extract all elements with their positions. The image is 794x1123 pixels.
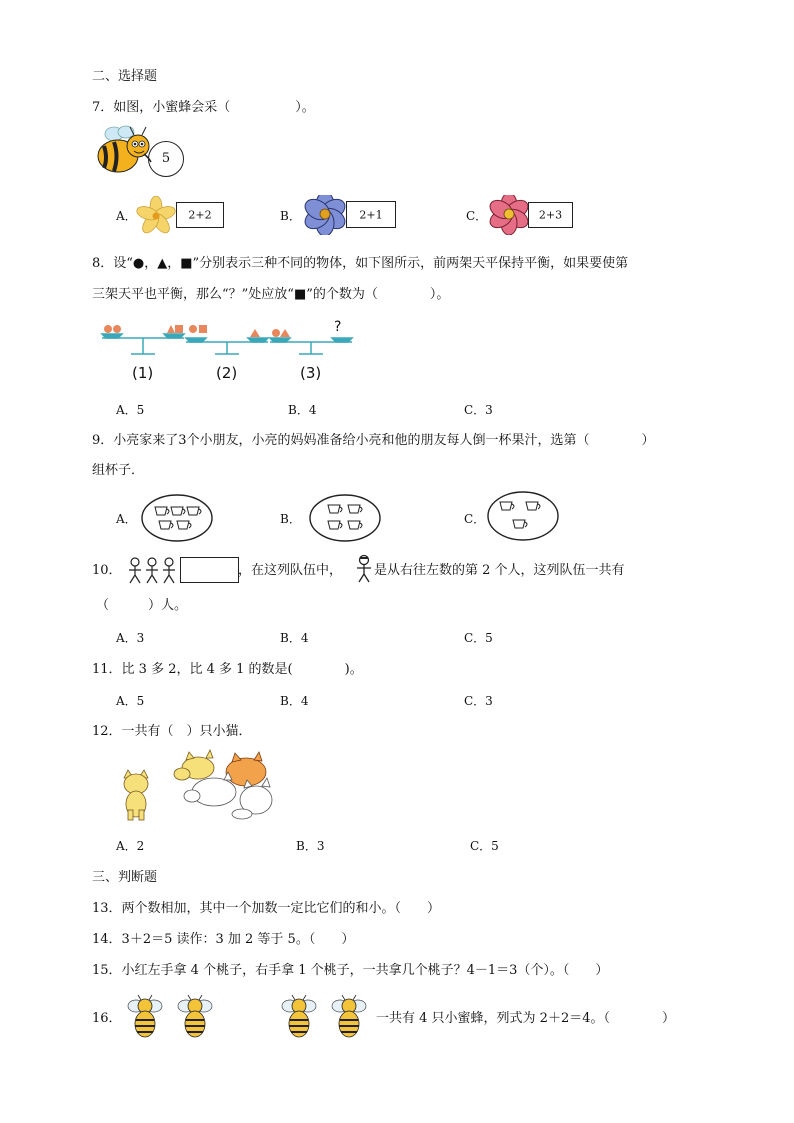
section-title-choice: 二、选择题 <box>92 69 158 84</box>
flower-c-icon <box>484 195 534 235</box>
triangle-icon <box>280 329 290 337</box>
q7-option-b-box <box>346 201 396 228</box>
circle-icon <box>104 325 112 333</box>
cup-group-a <box>140 493 214 543</box>
q10-line2: （ ）人。 <box>96 598 188 613</box>
q8-option-a[interactable]: A．5 <box>116 403 145 417</box>
q15-stem: 15．小红左手拿 4 个桃子，右手拿 1 个桃子，一共拿几个桃子？4－1＝3（个）。（ ） <box>92 963 609 978</box>
triangle-icon <box>167 325 175 333</box>
bee-icon <box>128 995 162 1037</box>
queue-people-icon <box>126 556 180 586</box>
q12-option-c[interactable]: C．5 <box>470 839 499 853</box>
flower-a-icon <box>136 196 176 240</box>
q16-stem: 一共有 4 只小蜜蜂，列式为 2＋2＝4。（ ） <box>376 1011 675 1026</box>
square-icon <box>175 325 183 333</box>
q7-option-a-box <box>176 202 224 228</box>
scale-label-2: (2) <box>216 364 238 382</box>
q9-line1: 9．小亮家来了3个小朋友，小亮的妈妈准备给小亮和他的朋友每人倒一杯果汁，选第（ ） <box>92 433 655 448</box>
q9-line2: 组杯子． <box>92 463 145 478</box>
q7-option-c-expr: 2+3 <box>538 208 563 222</box>
q8-line1: 8．设“●，▲，■”分别表示三种不同的物体，如下图所示，前两架天平保持平衡，如果要使第 <box>92 256 629 271</box>
q7-option-a-expr: 2+2 <box>188 208 212 222</box>
cat-icon <box>174 750 214 780</box>
bee-number: 5 <box>161 151 171 166</box>
q10-text2: 是从右往左数的第 2 个人，这列队伍一共有 <box>374 563 625 578</box>
circle-icon <box>272 329 280 337</box>
q7-option-b-letter[interactable]: B． <box>280 209 301 223</box>
q11-option-c[interactable]: C．3 <box>464 694 493 708</box>
q7-option-c-letter[interactable]: C． <box>466 209 488 223</box>
q11-stem: 11．比 3 多 2，比 4 多 1 的数是( )。 <box>92 662 363 677</box>
q7-stem: 7．如图，小蜜蜂会采（ ）。 <box>92 100 315 115</box>
bee-icon <box>332 995 366 1037</box>
bee-icon <box>178 995 212 1037</box>
q13-stem: 13．两个数相加，其中一个加数一定比它们的和小。（ ） <box>92 901 441 916</box>
q7-option-b-expr: 2+1 <box>359 208 383 221</box>
circle-icon <box>113 325 121 333</box>
bee-icon <box>282 995 316 1037</box>
q8-option-b[interactable]: B．4 <box>288 403 317 417</box>
triangle-icon <box>250 329 260 337</box>
q7-option-a-letter[interactable]: A． <box>116 209 137 223</box>
q10-option-c[interactable]: C．5 <box>464 631 493 645</box>
q9-option-a[interactable]: A． <box>116 512 137 526</box>
bee-number-circle <box>148 141 184 177</box>
flower-b-icon <box>298 195 352 235</box>
circle-icon <box>189 325 197 333</box>
q12-option-b[interactable]: B．3 <box>296 839 325 853</box>
q8-line2: 三架天平也平衡，那么“？”处应放“■”的个数为（ ）。 <box>92 287 450 302</box>
q9-option-b[interactable]: B． <box>280 512 301 526</box>
scale-question-mark: ? <box>334 319 342 335</box>
scale-label-1: (1) <box>132 364 154 382</box>
scale-3 <box>270 338 352 354</box>
square-icon <box>199 325 207 333</box>
cats-illustration <box>116 748 282 824</box>
bees-left-group-icon <box>122 994 222 1040</box>
section-title-judge: 三、判断题 <box>92 870 158 885</box>
q10-text1: ，在这列队伍中， <box>238 563 343 578</box>
scale-label-3: (3) <box>300 364 322 382</box>
q14-stem: 14．3＋2＝5 读作：3 加 2 等于 5。（ ） <box>92 932 355 947</box>
q10-option-b[interactable]: B．4 <box>280 631 309 645</box>
q10-blank-box <box>180 557 239 583</box>
q8-option-c[interactable]: C．3 <box>464 403 493 417</box>
q10-option-a[interactable]: A．3 <box>116 631 145 645</box>
q9-option-c[interactable]: C． <box>464 512 486 526</box>
bees-right-group-icon <box>276 994 376 1040</box>
q10-prefix: 10． <box>92 563 122 578</box>
cat-icon <box>226 752 266 786</box>
cat-icon <box>124 770 148 820</box>
q7-option-c-box <box>528 202 573 228</box>
cup-group-c <box>486 490 560 542</box>
cup-group-b <box>308 493 382 543</box>
scale-1 <box>102 334 184 354</box>
q16-prefix: 16． <box>92 1011 122 1026</box>
runner-person-icon <box>354 554 374 584</box>
q12-stem: 12．一共有（ ）只小猫． <box>92 724 252 739</box>
scale-2 <box>186 338 268 354</box>
q11-option-b[interactable]: B．4 <box>280 694 309 708</box>
q11-option-a[interactable]: A．5 <box>116 694 145 708</box>
q12-option-a[interactable]: A．2 <box>116 839 145 853</box>
